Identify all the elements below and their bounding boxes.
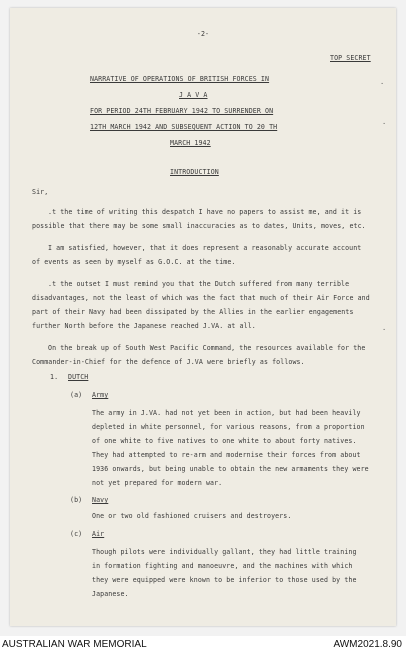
paragraph-line: On the break up of South West Pacific Command, the resources available for the	[48, 344, 366, 352]
subitem-label: (b)	[70, 496, 83, 504]
paragraph-line: disadvantages, not the least of which was the fact that much of their Air Force and	[32, 294, 370, 302]
paragraph-line: .t the outset I must remind you that the Dutch suffered from many terrible	[48, 280, 350, 288]
subitem-line: The army in J.VA. had not yet been in action, but had been heavily	[92, 409, 361, 417]
paragraph-line: part of their Navy had been dissipated by the Allies in the earlier engagements	[32, 308, 354, 316]
archive-footer	[0, 636, 406, 653]
paragraph-line: further North before the Japanese reached J.VA. at all.	[32, 322, 256, 330]
document-page	[10, 8, 396, 626]
subitem-line: not yet prepared for modern war.	[92, 479, 223, 487]
paragraph-line: of events as seen by myself as G.O.C. at the time.	[32, 258, 236, 266]
paragraph-line: I am satisfied, however, that it does represent a reasonably accurate account	[48, 244, 362, 252]
subitem-label: (a)	[70, 391, 83, 399]
subitem-line: of one white to five natives to one white to about forty natives.	[92, 437, 357, 445]
subitem-title: Air	[92, 530, 105, 538]
margin-mark: ·	[382, 326, 387, 334]
footer-reference: AWM2021.8.90	[333, 639, 402, 650]
subitem-title: Navy	[92, 496, 109, 504]
subitem-line: 1936 onwards, but being unable to obtain the new armaments they were	[92, 465, 369, 473]
margin-mark: ·	[380, 80, 385, 88]
page-number: -2-	[196, 30, 210, 38]
paragraph-line: .t the time of writing this despatch I have no papers to assist me, and it is	[48, 208, 362, 216]
subitem-label: (c)	[70, 530, 83, 538]
salutation: Sir,	[32, 188, 49, 196]
subitem-line: They had attempted to re-arm and modernise their forces from about	[92, 451, 361, 459]
item-number: 1.	[50, 373, 59, 381]
paragraph-line: Commander-in-Chief for the defence of J.VA were briefly as follows.	[32, 358, 305, 366]
subitem-line: Though pilots were individually gallant, they had little training	[92, 548, 357, 556]
paragraph-line: possible that there may be some small inaccuracies as to dates, Units, moves, etc.	[32, 222, 366, 230]
classification-label: TOP SECRET	[330, 54, 371, 62]
title-line-1: NARRATIVE OF OPERATIONS OF BRITISH FORCES IN	[90, 75, 270, 83]
subitem-line: they were equipped were known to be inferior to those used by the	[92, 576, 357, 584]
item-title: DUTCH	[68, 373, 89, 381]
title-line-5: MARCH 1942	[170, 139, 211, 147]
section-heading: INTRODUCTION	[170, 168, 219, 176]
subitem-line: One or two old fashioned cruisers and destroyers.	[92, 512, 292, 520]
margin-mark: ·	[382, 120, 387, 128]
title-line-3: FOR PERIOD 24TH FEBRUARY 1942 TO SURRENDER ON	[90, 107, 274, 115]
subitem-title: Army	[92, 391, 109, 399]
title-line-4: 12TH MARCH 1942 AND SUBSEQUENT ACTION TO 20 TH	[90, 123, 278, 131]
subitem-line: in formation fighting and manoeuvre, and the machines with which	[92, 562, 353, 570]
footer-institution: AUSTRALIAN WAR MEMORIAL	[2, 639, 147, 650]
title-line-2: J A V A	[179, 91, 208, 99]
subitem-line: depleted in white personnel, for various reasons, from a proportion	[92, 423, 365, 431]
subitem-line: Japanese.	[92, 590, 129, 598]
